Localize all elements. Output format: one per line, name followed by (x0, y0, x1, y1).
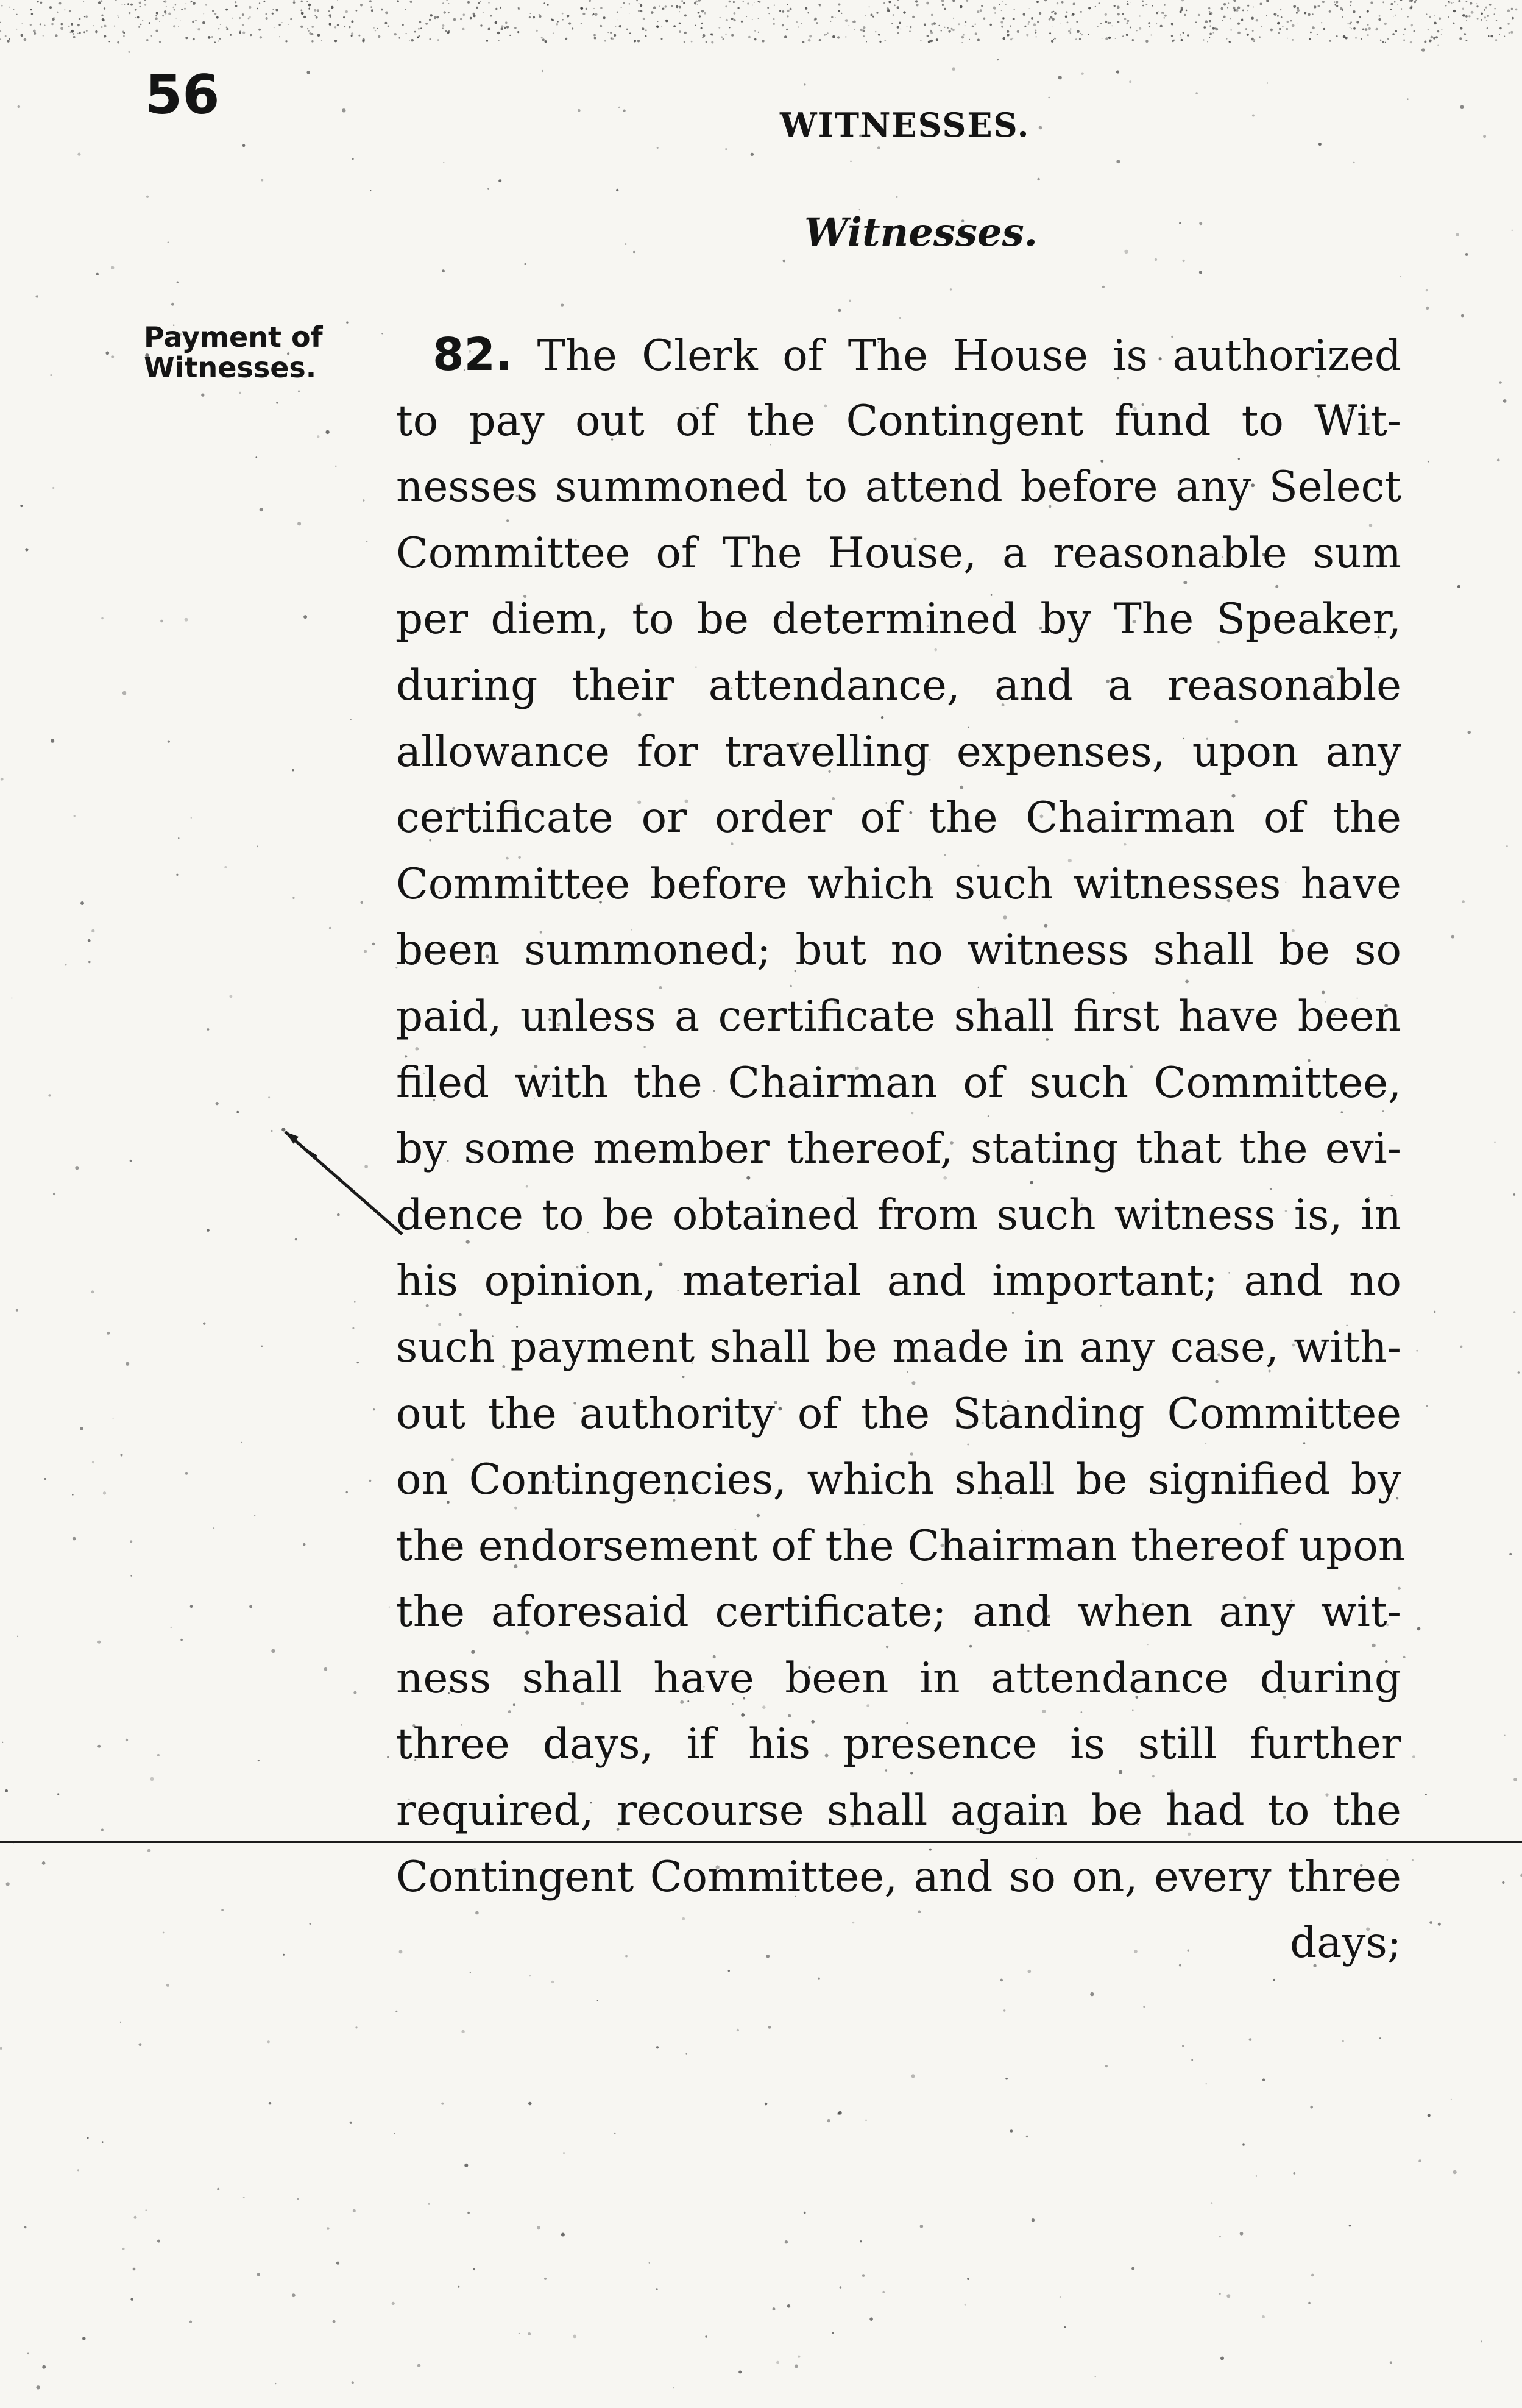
body-line: required, recourse shall again be had to the (396, 1786, 1401, 1836)
body-line: certificate or order of the Chairman of the (396, 794, 1401, 843)
body-line: his opinion, material and important; and no (396, 1257, 1401, 1306)
marginal-note-line: Witnesses. (144, 351, 317, 384)
body-line: on Contingencies, which shall be signified by (396, 1455, 1401, 1505)
marginal-note (144, 322, 323, 383)
body-line: days; (1290, 1919, 1401, 1968)
body-line: three days, if his presence is still further (396, 1720, 1401, 1769)
body-line: paid, unless a certificate shall first have been (396, 992, 1401, 1041)
body-line: per diem, to be determined by The Speaker, (396, 595, 1401, 644)
body-line (396, 322, 1401, 388)
body-line: ness shall have been in attendance during (396, 1653, 1401, 1703)
marginal-note-line: Payment of (144, 321, 323, 353)
body-line: Committee before which such witnesses have (396, 859, 1401, 909)
section-title: Witnesses. (804, 210, 1038, 255)
body-line: the endorsement of the Chairman thereof upon (396, 1521, 1406, 1571)
body-line: filed with the Chairman of such Committee, (396, 1058, 1401, 1107)
body-line: Committee of The House, a reasonable sum (396, 528, 1401, 578)
page-number: 56 (145, 63, 220, 126)
body-line: such payment shall be made in any case, with- (396, 1323, 1401, 1372)
body-line: during their attendance, and a reasonable (396, 661, 1401, 710)
pen-mark-icon (280, 1124, 414, 1246)
body-line: dence to be obtained from such witness is, in (396, 1190, 1401, 1240)
section-body (396, 322, 1406, 1976)
running-head: WITNESSES. (780, 105, 1030, 144)
body-line: nesses summoned to attend before any Select (396, 463, 1401, 512)
body-line: to pay out of the Contingent fund to Wit- (396, 396, 1401, 446)
body-line: out the authority of the Standing Committee (396, 1389, 1401, 1438)
body-line: by some member thereof, stating that the evi- (396, 1124, 1401, 1174)
body-line: the aforesaid certificate; and when any wit- (396, 1588, 1401, 1637)
horizontal-rule (0, 1841, 1522, 1843)
body-line-text: The Clerk of The House is authorized (537, 332, 1402, 380)
section-number: 82. (433, 329, 513, 381)
body-line: been summoned; but no witness shall be so (396, 926, 1401, 975)
body-line: allowance for travelling expenses, upon any (396, 727, 1401, 776)
body-line: Contingent Committee, and so on, every three (396, 1852, 1401, 1902)
